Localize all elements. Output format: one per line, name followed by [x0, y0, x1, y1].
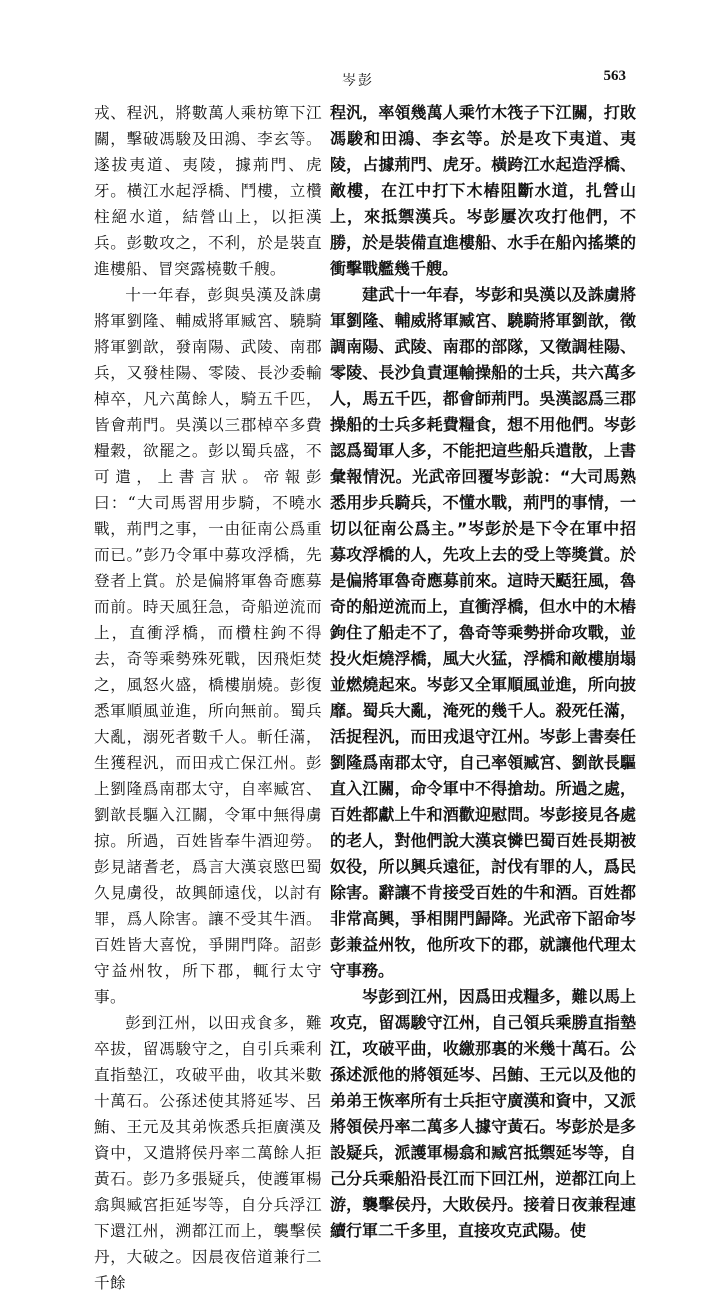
page-header: [0, 56, 716, 89]
translation-text-column: [330, 100, 636, 1244]
translation-paragraph-2: 建武十一年春，岑彭和吳漢以及誅虜將軍劉隆、輔威將軍臧宮、驍騎將軍劉歆，徵調南陽、武陵、南郡的部隊，又徵調桂陽、零陵、長沙負責運輸操船的士兵，共六萬多人，馬五千匹，都會師荊門。吳漢認爲三郡操船的士兵多耗費糧食，想不用他們。岑彭認爲蜀軍人多，不能把這些船兵遣散，上書彙報情況。光武帝回覆岑彭說：“大司馬熟悉用步兵騎兵，不懂水戰，荊門的事情，一切以征南公爲主。”岑彭於是下令在軍中招募攻浮橋的人，先攻上去的受上等獎賞。於是偏將軍魯奇應募前來。這時天颳狂風，魯奇的船逆流而上，直衝浮橋，但水中的木樁鉤住了船走不了，魯奇等乘勢拼命攻戰，並投火炬燒浮橋，風大火猛，浮橋和敵樓崩塌並燃燒起來。岑彭又全軍順風並進，所向披靡。蜀兵大亂，淹死的幾千人。殺死任滿，活捉程汎，而田戎退守江州。岑彭上書奏任劉隆爲南郡太守，自己率領臧宮、劉歆長驅直入江關，命令軍中不得搶劫。所過之處，百姓都獻上牛和酒歡迎慰問。岑彭接見各處的老人，對他們說大漢哀憐巴蜀百姓長期被奴役，所以興兵遠征，討伐有罪的人，爲民除害。辭讓不肯接受百姓的牛和酒。百姓都非常高興，爭相開門歸降。光武帝下詔命岑彭兼益州牧，他所攻下的郡，就讓他代理太守事務。: [330, 285, 636, 980]
page-number: 563: [603, 68, 626, 84]
classical-paragraph-2: 十一年春，彭與吳漢及誅虜將軍劉隆、輔威將軍臧宮、驍騎將軍劉歆，發南陽、武陵、南郡兵，又發桂陽、零陵、長沙委輸棹卒，凡六萬餘人，騎五千匹，皆會荊門。吳漢以三郡棹卒多費糧穀，欲罷之。彭以蜀兵盛，不可遣，上書言狀。帝報彭曰：“大司馬習用步騎，不曉水戰，荊門之事，一由征南公爲重而已。”彭乃令軍中募攻浮橋，先登者上賞。於是偏將軍魯奇應募而前。時天風狂急，奇船逆流而上，直衝浮橋，而欑柱鉤不得去，奇等乘勢殊死戰，因飛炬焚之，風怒火盛，橋樓崩燒。彭復悉軍順風並進，所向無前。蜀兵大亂，溺死者數千人。斬任滿，生獲程汎，而田戎亡保江州。彭上劉隆爲南郡太守，自率臧宮、劉歆長驅入江關，令軍中無得虜掠。所過，百姓皆奉牛酒迎勞。彭見諸耆老，爲言大漢哀愍巴蜀久見虜役，故興師遠伐，以討有罪，爲人除害。讓不受其牛酒。百姓皆大喜悅，爭開門降。詔彭守益州牧，所下郡，輒行太守事。: [94, 286, 322, 1006]
running-title: 岑彭: [342, 73, 374, 89]
classical-paragraph-1: 戎、程汎，將數萬人乘枋箄下江關，擊破馮駿及田鴻、李玄等。遂拔夷道、夷陵，據荊門、虎牙。橫江水起浮橋、鬥樓，立欑柱絕水道，結營山上，以拒漢兵。彭數攻之，不利，於是裝直進樓船、冒突露橈數千艘。: [94, 104, 322, 278]
translation-paragraph-3: 岑彭到江州，因爲田戎糧多，難以馬上攻克，留馮駿守江州，自己領兵乘勝直指墊江，攻破平曲，收繳那裏的米幾十萬石。公孫述派他的將領延岑、呂鮪、王元以及他的弟弟王恢率所有士兵拒守廣漢和資中，又派將領侯丹率二萬多人據守黃石。岑彭於是多設疑兵，派護軍楊翕和臧宮抵禦延岑等，自己分兵乘船沿長江而下回江州，逆都江向上游，襲擊侯丹，大敗侯丹。接着日夜兼程連續行軍二千多里，直接攻克武陽。使: [330, 987, 636, 1240]
classical-text-column: [94, 100, 322, 1296]
classical-paragraph-3: 彭到江州，以田戎食多，難卒拔，留馮駿守之，自引兵乘利直指墊江，攻破平曲，收其米數十萬石。公孫述使其將延岑、呂鮪、王元及其弟恢悉兵拒廣漢及資中，又遣將侯丹率二萬餘人拒黃石。彭乃多張疑兵，使護軍楊翕與臧宮拒延岑等，自分兵浮江下還江州，溯都江而上，襲擊侯丹，大破之。因晨夜倍道兼行二千餘: [94, 1014, 322, 1292]
translation-paragraph-1: 程汎，率領幾萬人乘竹木筏子下江關，打敗馮駿和田鴻、李玄等。於是攻下夷道、夷陵，占據荊門、虎牙。橫跨江水起造浮橋、敵樓，在江中打下木樁阻斷水道，扎營山上，來抵禦漢兵。岑彭屢次攻打他們，不勝，於是裝備直進樓船、水手在船內搖槳的衝擊戰艦幾千艘。: [330, 103, 636, 278]
